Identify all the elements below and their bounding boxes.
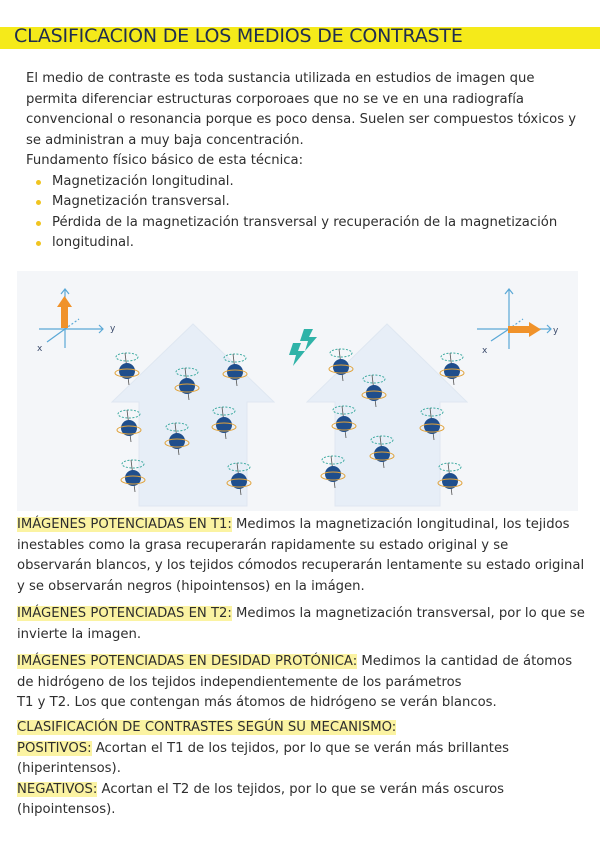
t1-label: IMÁGENES POTENCIADAS EN T1: xyxy=(17,517,232,532)
transversal-vector-arrow xyxy=(508,326,531,333)
left-axis-y-label: y xyxy=(110,324,116,334)
dp-label: IMÁGENES POTENCIADAS EN DESIDAD PROTÓNICA: xyxy=(17,654,358,669)
right-axis-y-label: y xyxy=(553,326,559,336)
fundamento-line: Fundamento físico básico de esta técnica: xyxy=(26,153,304,168)
intro-section xyxy=(26,69,586,254)
t1-section xyxy=(17,515,587,597)
magnetization-figure xyxy=(17,271,578,511)
negative-text: Acortan el T2 de los tejidos, por lo que se verán más oscuros (hipointensos). xyxy=(17,781,505,817)
positive-text: Acortan el T1 de los tejidos, por lo que se verán más brillantes (hiperintensos). xyxy=(17,740,509,776)
longitudinal-vector-arrow xyxy=(61,306,68,328)
intro-paragraph: El medio de contraste es toda sustancia utilizada en estudios de imagen que permita diferenciar estructuras corporoaes que no se ve en una radiografía convencional o resonancia porque es poco densa. Suelen ser compuestos tóxicos y se administran a muy baja concentración. xyxy=(26,71,577,148)
dp-text: Medimos la cantidad de átomos de hidrógeno de los tejidos independientemente de los parámetros xyxy=(17,654,573,690)
proton xyxy=(117,410,141,442)
t2-section xyxy=(17,604,587,645)
page-title: CLASIFICACION DE LOS MEDIOS DE CONTRASTE xyxy=(14,25,463,47)
list-item: longitudinal. xyxy=(52,233,586,254)
positive-label: POSITIVOS: xyxy=(17,740,92,756)
classification-heading: CLASIFICACIÓN DE CONTRASTES SEGÚN SU MECANISMO: xyxy=(17,720,397,735)
left-axes xyxy=(39,289,103,348)
magnetization-diagram xyxy=(17,271,578,511)
left-axis-x-label: x xyxy=(37,344,43,354)
negative-label: NEGATIVOS: xyxy=(17,781,98,797)
list-item: Pérdida de la magnetización transversal y recuperación de la magnetización xyxy=(52,213,586,234)
classification-section xyxy=(17,718,587,821)
t1-text: Medimos la magnetización longitudinal, los tejidos inestables como la grasa recuperarán rapidamente su estado original y se observarán blancos, y los tejidos cómodos recuperarán lentamente su estado original y se observarán negros (hipointensos) en la imágen. xyxy=(17,517,585,594)
spin-orbit xyxy=(118,410,140,418)
spin-orbit xyxy=(439,463,461,471)
spin-orbit xyxy=(116,353,138,361)
proton xyxy=(438,463,462,495)
dp-text-2: T1 y T2. Los que contengan más átomos de hidrógeno se verán blancos. xyxy=(17,695,497,710)
lightning-icon xyxy=(289,329,317,366)
list-item: Magnetización transversal. xyxy=(52,192,586,213)
t2-label: IMÁGENES POTENCIADAS EN T2: xyxy=(17,606,232,621)
transversal-vector-head xyxy=(529,322,541,337)
right-axes xyxy=(477,289,551,349)
t2-text: Medimos la magnetización transversal, por lo que se invierte la imagen. xyxy=(17,606,585,642)
dp-section xyxy=(17,652,587,714)
spin-orbit xyxy=(441,353,463,361)
spin-orbit xyxy=(330,349,352,357)
list-item: Magnetización longitudinal. xyxy=(52,172,586,193)
longitudinal-vector-head xyxy=(57,296,72,307)
right-axis-x-label: x xyxy=(482,346,488,356)
fundamento-list xyxy=(26,172,586,254)
